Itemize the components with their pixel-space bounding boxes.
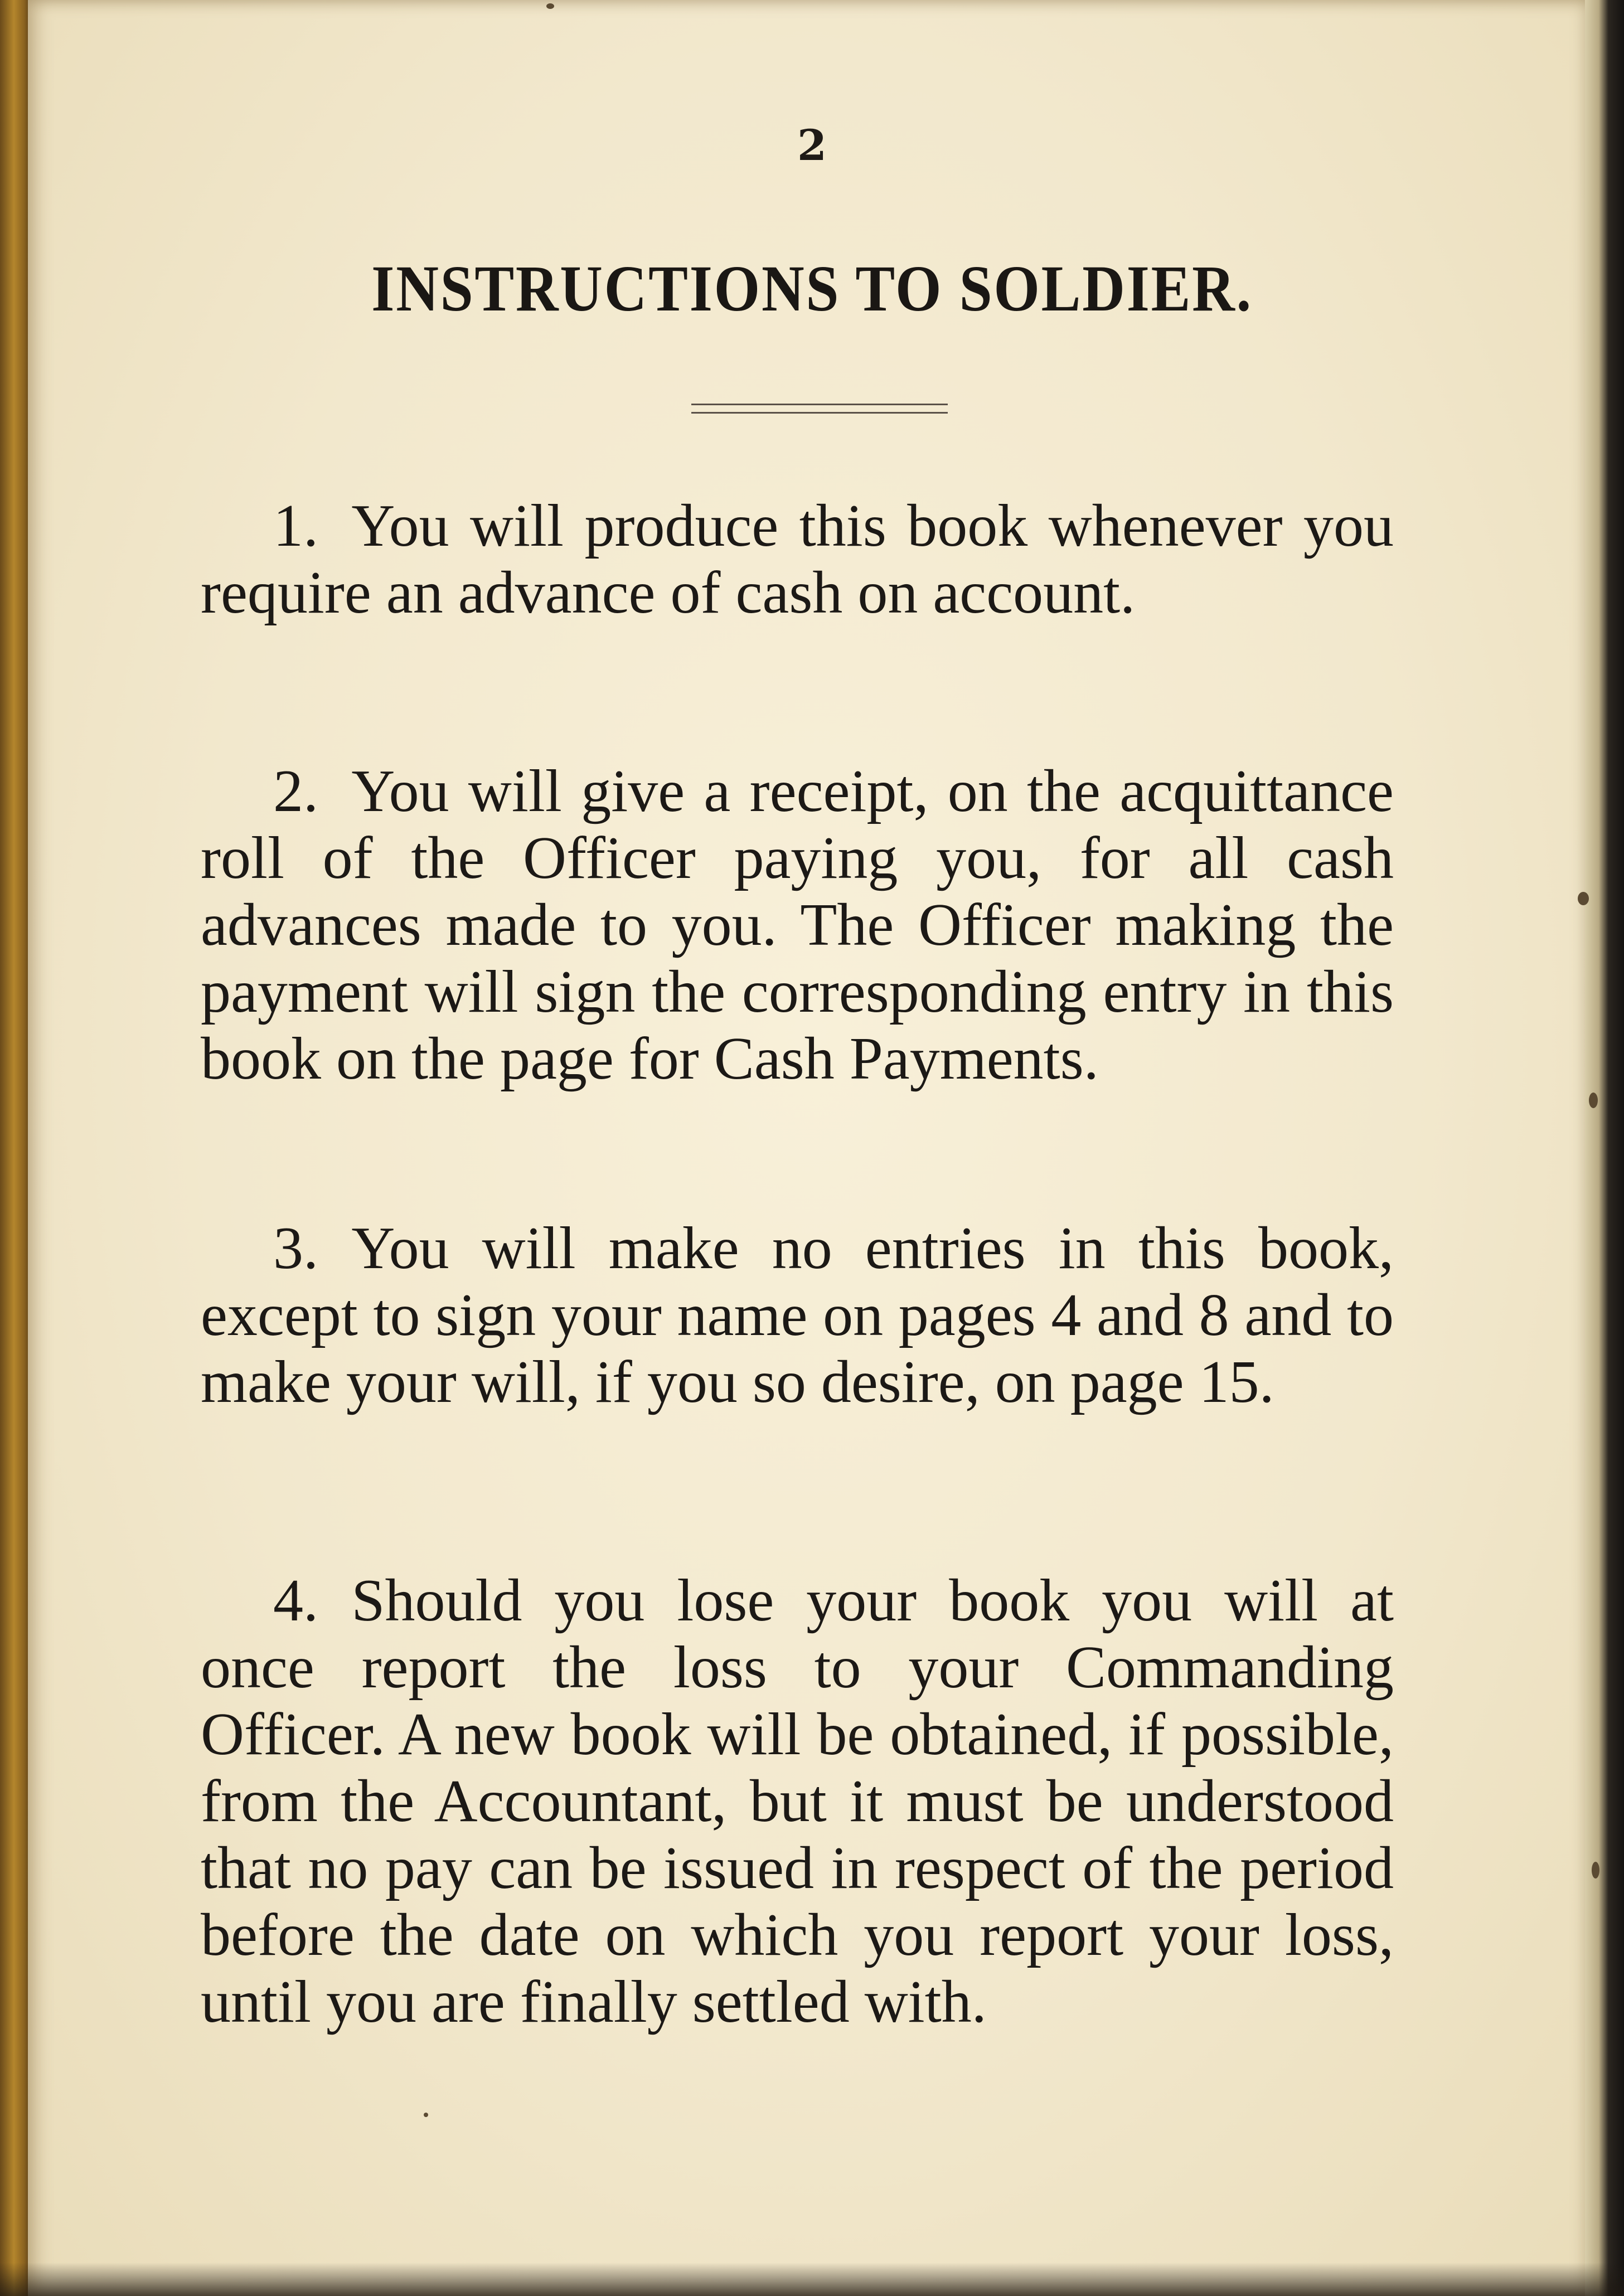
instruction-number: 1. (273, 493, 318, 559)
instruction-text: You will produce this book whenever you require an advance of cash on account. (201, 493, 1394, 626)
instruction-item-1 (201, 493, 1394, 627)
ink-speck (1592, 1862, 1599, 1878)
instruction-text: You will give a receipt, on the acquittance roll of the Officer paying you, for all cash advances made to you. The Officer making the payment will sign the corresponding entry in this book on the page for Cash Payments. (201, 758, 1394, 1092)
instruction-item-3 (201, 1215, 1394, 1416)
instruction-text: Should you lose your book you will at once report the loss to your Commanding Officer. A new book will be obtained, if possible, from the Accountant, but it must be understood that no pay can be issued in respect of the period before the date on which you report your loss, until you are finally settled with. (201, 1567, 1394, 2035)
ink-speck (1578, 892, 1589, 905)
instruction-item-2 (201, 758, 1394, 1093)
instruction-item-4 (201, 1567, 1394, 2036)
bottom-shadow (0, 2263, 1624, 2296)
double-rule-divider (691, 404, 948, 414)
instruction-number: 2. (273, 758, 318, 824)
ink-speck (1589, 1093, 1598, 1108)
ink-speck (546, 3, 554, 9)
instruction-text: You will make no entries in this book, except to sign your name on pages 4 and 8 and to make your will, if you so desire, on page 15. (201, 1215, 1394, 1415)
page-number: 2 (797, 120, 827, 170)
page-title: INSTRUCTIONS TO SOLDIER. (371, 252, 1253, 325)
page-edge (1585, 0, 1624, 2296)
ink-speck (424, 2113, 428, 2117)
instruction-number: 3. (273, 1215, 318, 1282)
instruction-number: 4. (273, 1567, 318, 1634)
